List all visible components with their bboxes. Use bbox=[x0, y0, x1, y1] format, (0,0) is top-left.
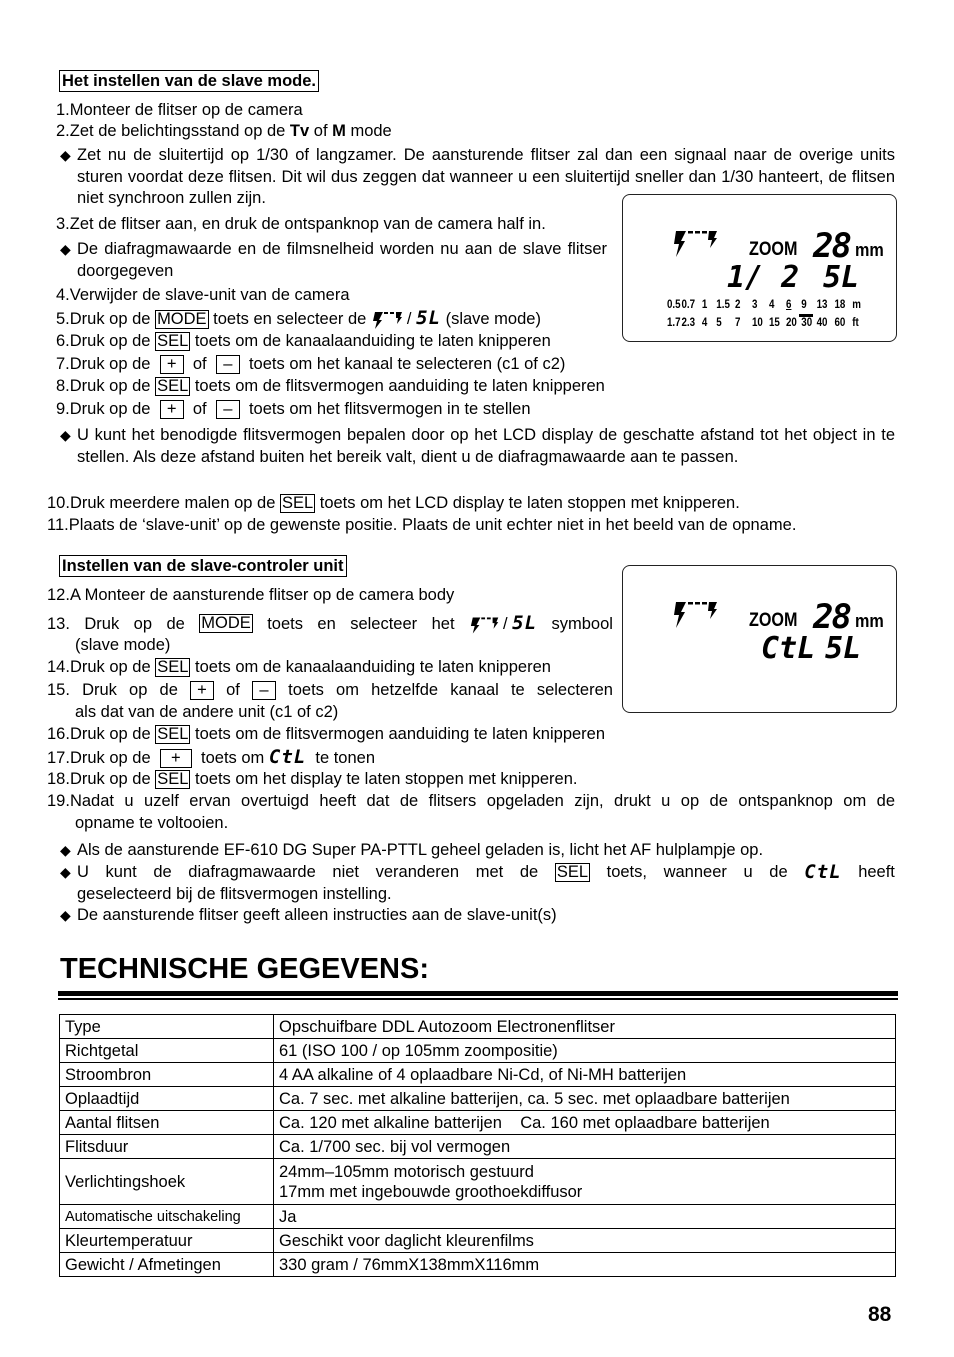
step-text: Druk op de bbox=[69, 770, 156, 788]
step-text: diafragmawaarde bbox=[188, 863, 316, 881]
step-text: Druk op de bbox=[69, 725, 156, 743]
minus-key: – bbox=[216, 400, 240, 419]
slave-flash-icon bbox=[671, 600, 723, 630]
step-12 bbox=[47, 585, 454, 605]
step-number: 11. bbox=[47, 516, 69, 534]
step-16 bbox=[47, 724, 605, 744]
mode-key: MODE bbox=[201, 614, 251, 633]
step-1 bbox=[56, 100, 303, 120]
step-10 bbox=[47, 493, 740, 513]
mode-key: MODE bbox=[157, 310, 207, 328]
step-text: Druk bbox=[84, 614, 120, 633]
step-13 bbox=[47, 613, 613, 635]
separator: / bbox=[406, 310, 412, 328]
step-text: A Monteer de aansturende flitser op de camera body bbox=[69, 586, 455, 604]
step-text: of bbox=[188, 355, 212, 373]
step-text: op bbox=[129, 681, 148, 699]
ctl-indicator: CtL bbox=[761, 631, 816, 666]
title-rule-thin bbox=[58, 998, 898, 1000]
sel-key: SEL bbox=[281, 494, 314, 512]
step-6 bbox=[56, 331, 551, 351]
step-text: Zet de belichtingsstand op de bbox=[69, 122, 290, 140]
zoom-label: ZOOM bbox=[749, 239, 798, 260]
step-19 bbox=[47, 791, 895, 811]
table-row bbox=[60, 1253, 896, 1277]
spec-value-line: 24mm–105mm motorisch gestuurd bbox=[279, 1162, 534, 1181]
sel-key: SEL bbox=[157, 658, 189, 676]
step-15 bbox=[47, 680, 613, 700]
step-text: of bbox=[188, 400, 212, 418]
ctl-symbol-icon: CtL bbox=[268, 746, 307, 768]
step-number: 17. bbox=[47, 749, 70, 767]
step-text: toets bbox=[267, 614, 303, 633]
step-text: mode bbox=[345, 122, 392, 140]
step-text: Druk op de bbox=[69, 658, 156, 676]
step-4 bbox=[56, 285, 350, 305]
step-9 bbox=[56, 399, 531, 419]
section-heading-slave-controller: Instellen van de slave-controler unit bbox=[59, 555, 347, 577]
step-text: niet bbox=[332, 863, 360, 881]
sel-key: SEL bbox=[157, 332, 189, 350]
step-text: Monteer de flitser op de camera bbox=[69, 101, 303, 119]
spec-value: 330 gram / 76mmX138mmX116mm bbox=[274, 1253, 896, 1277]
step-number: 7. bbox=[56, 355, 70, 373]
step-18 bbox=[47, 769, 578, 789]
spec-value: Opschuifbare DDL Autozoom Electronenflitser bbox=[274, 1015, 896, 1039]
step-text: om bbox=[336, 681, 359, 699]
separator: / bbox=[502, 615, 508, 633]
step-text: Druk op de bbox=[69, 332, 156, 350]
step-text: de bbox=[769, 863, 788, 881]
slave-symbol bbox=[469, 613, 537, 635]
slave-flash-icon bbox=[371, 310, 407, 330]
plus-key: + bbox=[190, 681, 214, 700]
step-5 bbox=[56, 308, 541, 330]
spec-key: Gewicht / Afmetingen bbox=[60, 1253, 274, 1277]
bullet-icon: ◆ bbox=[60, 907, 71, 923]
step-15-continued: als dat van de andere unit (c1 of c2) bbox=[75, 703, 339, 721]
step-number: 6. bbox=[56, 332, 70, 350]
step-text: toets bbox=[288, 681, 324, 699]
lcd-display-slave bbox=[622, 194, 897, 342]
bullet-icon: ◆ bbox=[60, 427, 71, 443]
spec-value: 4 AA alkaline of 4 oplaadbare Ni-Cd, of Ni-MH batterijen bbox=[274, 1063, 896, 1087]
step-text: op bbox=[133, 614, 153, 633]
table-row bbox=[60, 1063, 896, 1087]
note-ctl-aperture-continued: geselecteerd bij de flitsvermogen instelling. bbox=[77, 885, 392, 903]
step-17 bbox=[47, 747, 375, 768]
slave-flash-icon bbox=[469, 615, 503, 635]
step-text: met bbox=[475, 863, 504, 881]
step-7 bbox=[56, 354, 565, 374]
section-heading-slave-mode: Het instellen van de slave mode. bbox=[59, 70, 319, 92]
step-text: de bbox=[166, 614, 185, 633]
step-number: 9. bbox=[56, 400, 70, 418]
step-13-continued: (slave mode) bbox=[75, 636, 171, 654]
step-text: heeft bbox=[858, 863, 895, 881]
step-text: U bbox=[77, 863, 89, 881]
step-text: toets om het display te laten stoppen met knipperen. bbox=[190, 770, 578, 788]
spec-key: Kleurtemperatuur bbox=[60, 1229, 274, 1253]
lcd-display-controller bbox=[622, 565, 897, 713]
step-text: kanaal bbox=[450, 681, 499, 699]
bullet-icon: ◆ bbox=[60, 842, 71, 858]
step-text: symbool bbox=[551, 614, 613, 633]
zoom-unit: mm bbox=[855, 611, 884, 631]
distance-scale-feet: 1.72.3 4 5 7 10 15 20 30 40 60 ft bbox=[667, 317, 859, 329]
spec-value: Geschikt voor daglicht kleurenfilms bbox=[274, 1229, 896, 1253]
title-rule-thick bbox=[58, 991, 898, 996]
specs-table bbox=[59, 1014, 896, 1277]
step-text: te tonen bbox=[310, 749, 376, 767]
step-number: 19. bbox=[47, 792, 70, 810]
note-ctl-aperture bbox=[77, 862, 895, 882]
sl-symbol-icon: 5L bbox=[512, 612, 538, 634]
specs-title: TECHNISCHE GEGEVENS: bbox=[60, 953, 429, 985]
spec-key: Flitsduur bbox=[60, 1135, 274, 1159]
step-2 bbox=[56, 121, 392, 141]
sel-key: SEL bbox=[157, 377, 189, 395]
step-text: u bbox=[743, 863, 753, 881]
step-text: selecteren bbox=[536, 681, 613, 699]
step-text: toets om bbox=[196, 749, 269, 767]
spec-value: Ja bbox=[274, 1205, 896, 1229]
spec-value: Ca. 1/700 sec. bij vol vermogen bbox=[274, 1135, 896, 1159]
sel-key: SEL bbox=[157, 725, 189, 743]
step-text: toets om de kanaalaanduiding te laten knipperen bbox=[190, 332, 551, 350]
step-text: toets om het LCD display te laten stoppen met knipperen. bbox=[315, 494, 740, 512]
step-text: hetzelfde bbox=[371, 681, 439, 699]
spec-value bbox=[274, 1159, 896, 1205]
table-row bbox=[60, 1111, 896, 1135]
step-text: te bbox=[510, 681, 525, 699]
step-text: Verwijder de slave-unit van de camera bbox=[69, 286, 350, 304]
step-number: 18. bbox=[47, 770, 70, 788]
step-number: 3. bbox=[56, 215, 70, 233]
page-number: 88 bbox=[868, 1303, 892, 1326]
spec-value: 61 (ISO 100 / op 105mm zoompositie) bbox=[274, 1039, 896, 1063]
sl-symbol-icon: 5L bbox=[416, 307, 441, 329]
note-aperture-transfer: De diafragmawaarde en de filmsnelheid worden nu aan de slave flitser doorgegeven bbox=[77, 240, 607, 280]
zoom-unit: mm bbox=[855, 240, 884, 260]
note-af-assist: Als de aansturende EF-610 DG Super PA-PTTL geheel geladen is, licht het AF hulplampje op. bbox=[77, 841, 764, 859]
step-text: Druk op de bbox=[69, 749, 156, 767]
step-text: Plaats de ‘slave-unit’ op de gewenste positie. Plaats de unit echter niet in het beeld van de opname. bbox=[68, 516, 797, 534]
m-mode-label: M bbox=[332, 122, 346, 140]
note-shutter-speed: Zet nu de sluitertijd op 1/30 of langzamer. De aansturende flitser zal dan een signaal naar de overige units sturen voordat deze flitsen. Dit wil dus zeggen dat wanneer u een sluitertijd sneller dan 1/30 hanteert, de flitsen niet synchroon zullen zijn. bbox=[77, 146, 895, 207]
spec-key: Richtgetal bbox=[60, 1039, 274, 1063]
bullet-icon: ◆ bbox=[60, 864, 71, 880]
zoom-value: 28 bbox=[813, 597, 850, 637]
step-3 bbox=[56, 214, 546, 234]
step-text: de bbox=[159, 681, 178, 699]
table-row bbox=[60, 1205, 896, 1229]
step-14 bbox=[47, 657, 551, 677]
step-number: 2. bbox=[56, 122, 70, 140]
step-number: 16. bbox=[47, 725, 70, 743]
spec-key: Aantal flitsen bbox=[60, 1111, 274, 1135]
zoom-value: 28 bbox=[813, 226, 850, 266]
spec-key: Verlichtingshoek bbox=[60, 1159, 274, 1205]
step-text: kunt bbox=[105, 863, 137, 881]
spec-key: Stroombron bbox=[60, 1063, 274, 1087]
step-text: de bbox=[153, 863, 172, 881]
sel-key: SEL bbox=[556, 862, 588, 881]
step-text: Druk op de bbox=[69, 400, 156, 418]
spec-key: Type bbox=[60, 1015, 274, 1039]
table-row bbox=[60, 1159, 896, 1205]
step-text: Nadat u uzelf ervan overtuigd heeft dat de flitsers opgeladen zijn, drukt u op de ontspanknop om de bbox=[69, 792, 895, 810]
slave-flash-icon bbox=[671, 229, 723, 259]
table-row bbox=[60, 1015, 896, 1039]
spec-key: Automatische uitschakeling bbox=[60, 1205, 274, 1229]
step-11 bbox=[47, 515, 796, 535]
table-row bbox=[60, 1229, 896, 1253]
table-row bbox=[60, 1087, 896, 1111]
step-text: wanneer bbox=[663, 863, 727, 881]
step-text: of bbox=[309, 122, 333, 140]
step-text: Zet de flitser aan, en druk de ontspanknop van de camera half in. bbox=[69, 215, 546, 233]
table-row bbox=[60, 1135, 896, 1159]
step-text: Druk op de bbox=[69, 355, 156, 373]
step-number: 13. bbox=[47, 614, 70, 633]
step-text: de bbox=[519, 863, 539, 881]
note-instructions: De aansturende flitser geeft alleen instructies aan de slave-unit(s) bbox=[77, 906, 557, 924]
bullet-icon: ◆ bbox=[60, 241, 71, 257]
step-text: toets om het flitsvermogen in te stellen bbox=[244, 400, 531, 418]
spec-key: Oplaadtijd bbox=[60, 1087, 274, 1111]
step-text: toets, bbox=[606, 863, 647, 881]
step-number: 4. bbox=[56, 286, 70, 304]
slave-mode-indicator: 5L bbox=[823, 260, 860, 295]
step-text: toets om het kanaal te selecteren (c1 of c2) bbox=[244, 355, 566, 373]
tv-mode-label: Tv bbox=[289, 122, 310, 140]
step-text: toets om de flitsvermogen aanduiding te laten knipperen bbox=[190, 377, 605, 395]
step-text: of bbox=[226, 681, 240, 699]
note-flash-power: U kunt het benodigde flitsvermogen bepalen door op het LCD display de geschatte afstand tot het object in te stellen. Als deze afstand buiten het bereik valt, dient u de diafragmawaarde aan te passen. bbox=[77, 426, 895, 466]
step-text: het bbox=[431, 614, 455, 633]
spec-value: Ca. 7 sec. met alkaline batterijen, ca. 5 sec. met oplaadbare batterijen bbox=[274, 1087, 896, 1111]
step-19-continued: opname te voltooien. bbox=[75, 814, 229, 832]
step-number: 14. bbox=[47, 658, 70, 676]
step-text: Druk meerdere malen op de bbox=[69, 494, 280, 512]
distance-scale-meters: 0.50.7 1 1.5 2 3 4 6 9 13 18 m bbox=[667, 299, 861, 311]
step-text: veranderen bbox=[375, 863, 460, 881]
slave-mode-indicator: 5L bbox=[825, 631, 862, 666]
minus-key: – bbox=[252, 681, 276, 700]
plus-key: + bbox=[160, 400, 184, 419]
step-text: en bbox=[317, 614, 336, 633]
step-text: Druk op de bbox=[69, 377, 156, 395]
plus-key: + bbox=[160, 749, 192, 768]
step-text: Druk bbox=[82, 681, 117, 699]
step-number: 1. bbox=[56, 101, 70, 119]
step-text: Druk op de bbox=[69, 310, 156, 328]
minus-key: – bbox=[216, 355, 240, 374]
power-ratio: 1/ 2 bbox=[727, 260, 800, 295]
spec-value: Ca. 120 met alkaline batterijen Ca. 160 met oplaadbare batterijen bbox=[274, 1111, 896, 1135]
sel-key: SEL bbox=[157, 770, 189, 788]
step-text: toets en selecteer de bbox=[208, 310, 371, 328]
step-number: 15. bbox=[47, 681, 70, 699]
table-row bbox=[60, 1039, 896, 1063]
step-text: selecteer bbox=[350, 614, 418, 633]
bullet-icon: ◆ bbox=[60, 147, 71, 163]
step-number: 12. bbox=[47, 586, 70, 604]
step-text: toets om de flitsvermogen aanduiding te laten knipperen bbox=[190, 725, 606, 743]
zoom-label: ZOOM bbox=[749, 610, 798, 631]
step-number: 8. bbox=[56, 377, 70, 395]
step-number: 5. bbox=[56, 310, 70, 328]
step-number: 10. bbox=[47, 494, 70, 512]
spec-value-line: 17mm met ingebouwde groothoekdiffusor bbox=[279, 1182, 583, 1201]
step-8 bbox=[56, 376, 605, 396]
ctl-symbol-icon: CtL bbox=[804, 861, 842, 883]
plus-key: + bbox=[160, 355, 184, 374]
step-text: toets om de kanaalaanduiding te laten knipperen bbox=[190, 658, 551, 676]
step-text: (slave mode) bbox=[441, 310, 541, 328]
